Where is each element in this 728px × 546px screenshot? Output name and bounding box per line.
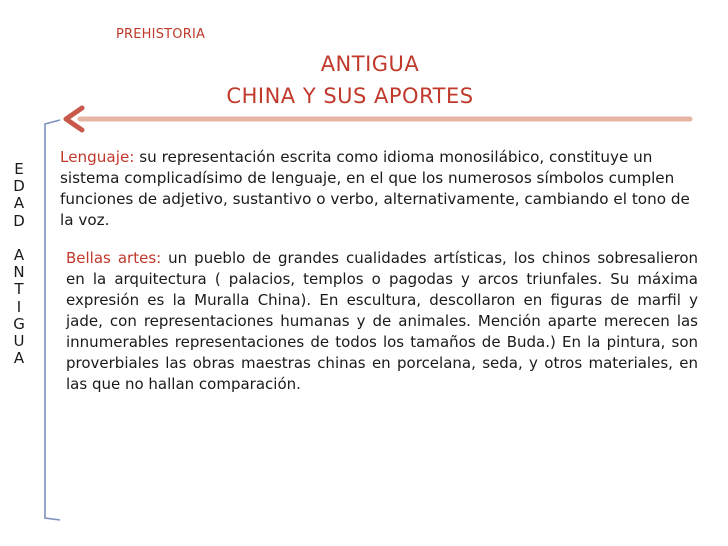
vertical-letter: G bbox=[13, 314, 25, 333]
vertical-letter: E bbox=[14, 160, 24, 178]
vertical-letter: A bbox=[13, 245, 25, 264]
vertical-word bbox=[12, 161, 26, 367]
vertical-letter: N bbox=[13, 263, 25, 282]
language-lead: Lenguaje: bbox=[60, 148, 135, 166]
title-line-1: ANTIGUA bbox=[320, 52, 420, 76]
vertical-letter: D bbox=[13, 177, 25, 196]
language-paragraph bbox=[60, 147, 700, 231]
left-bracket bbox=[45, 120, 60, 520]
arts-lead: Bellas artes: bbox=[66, 249, 162, 267]
arts-text: un pueblo de grandes cualidades artísticas, los chinos sobresalieron en la arquitectura ( palacios, templos o pagodas y arcos triunfales. Su máxima expresión es la Muralla China). En escultura, descollaron en figuras de marfil y jade, con representaciones humanas y de animales. Mención aparte merecen las innumerables representaciones de todos los tamaños de Buda.) En la pintura, son proverbiales las obras maestras chinas en porcelana, seda, y otros materiales, en las que no hallan comparación. bbox=[66, 249, 698, 393]
vertical-letter: A bbox=[13, 349, 25, 368]
vertical-letter bbox=[12, 230, 26, 247]
arts-paragraph bbox=[66, 248, 698, 395]
vertical-letter: D bbox=[13, 211, 25, 230]
language-text: su representación escrita como idioma monosilábico, constituye un sistema complicadísimo de lenguaje, en el que los numerosos símbolos cumplen funciones de adjetivo, sustantivo o verbo, alternativamente, cambiando el tono de la voz. bbox=[60, 148, 690, 229]
title-line-2: CHINA Y SUS APORTES bbox=[226, 84, 474, 108]
vertical-letter: T bbox=[14, 280, 24, 299]
vertical-letter: U bbox=[13, 331, 25, 350]
vertical-letter: A bbox=[13, 194, 25, 213]
section-label: PREHISTORIA bbox=[116, 27, 206, 42]
vertical-letter: I bbox=[16, 297, 22, 316]
